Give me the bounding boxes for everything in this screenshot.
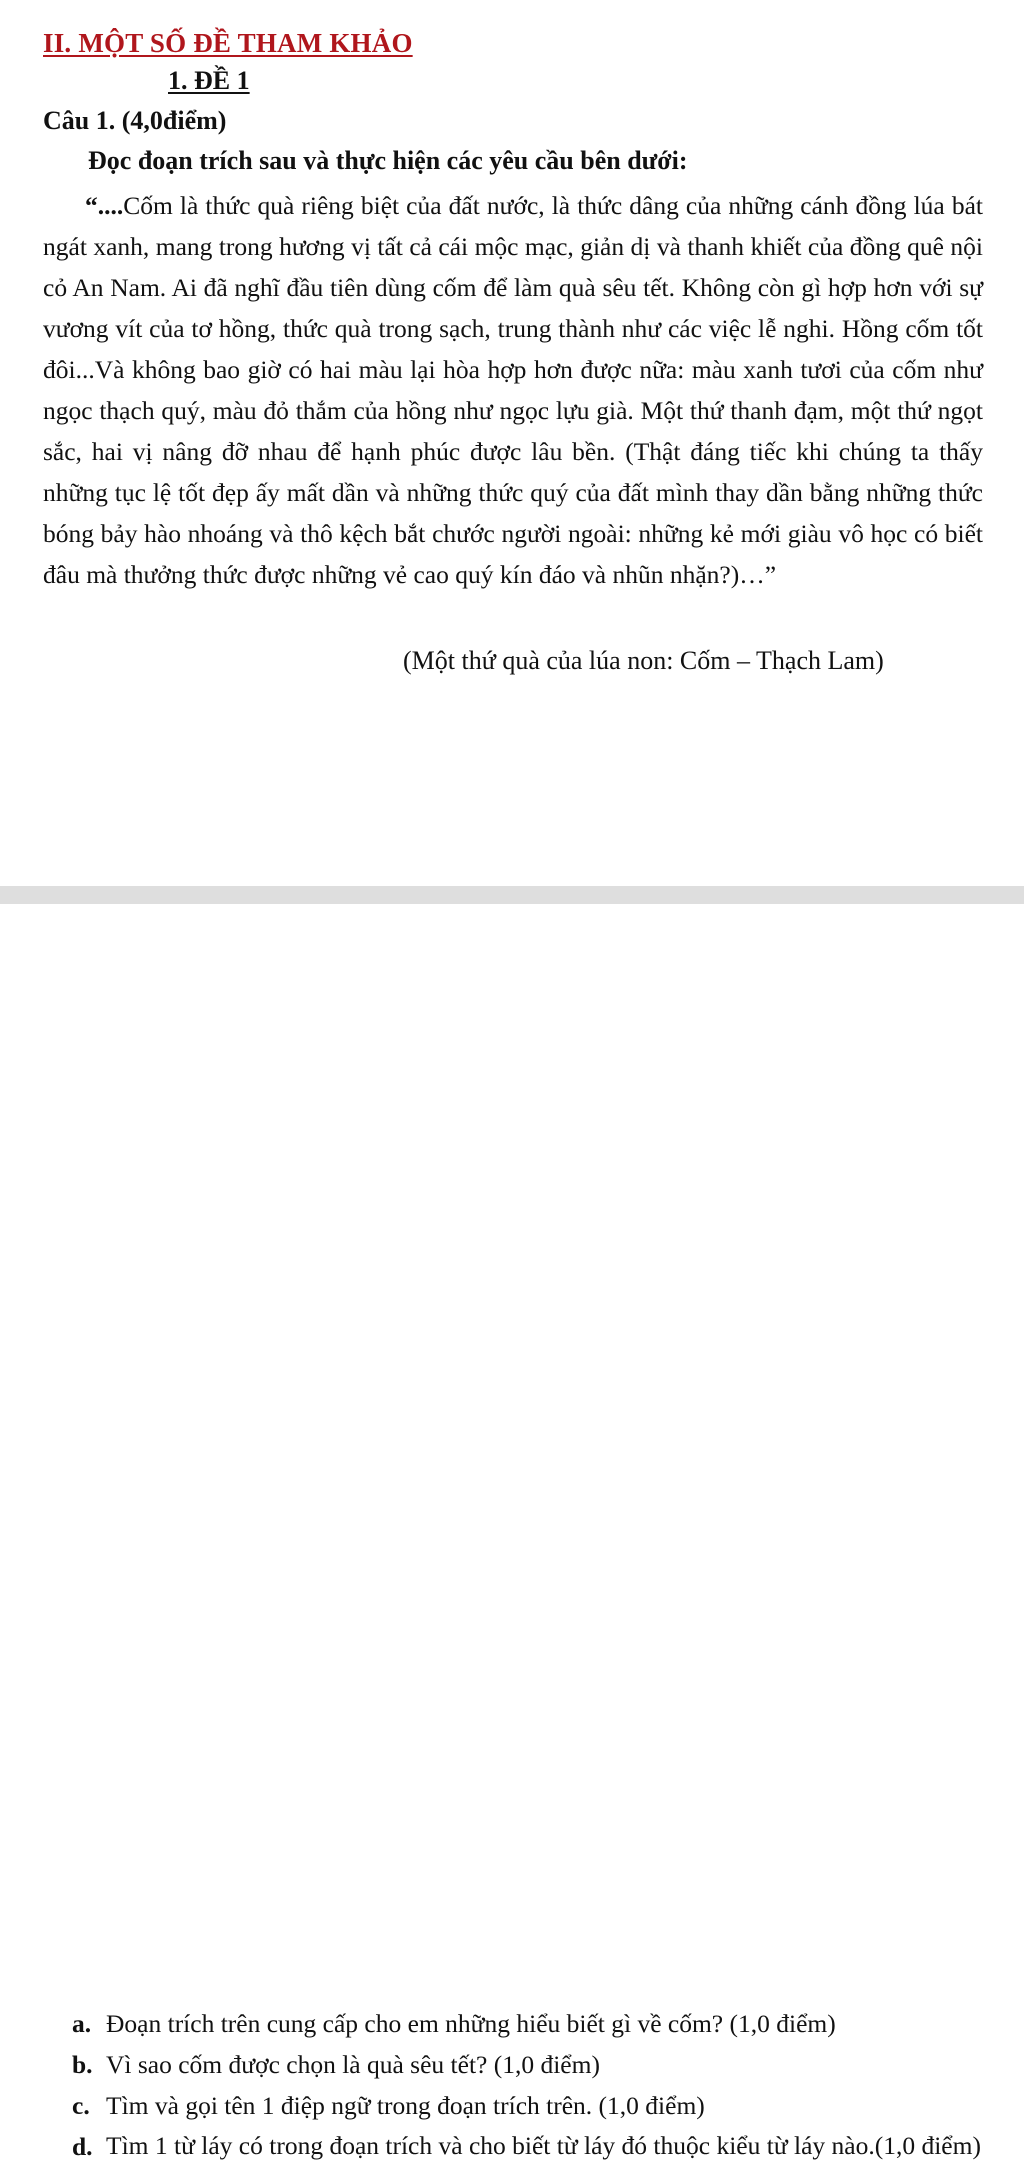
task-text: Tìm 1 từ láy có trong đoạn trích và cho biết từ láy đó thuộc kiểu từ láy nào.(1,0 điểm): [106, 2131, 981, 2160]
page-divider: [0, 886, 1024, 904]
task-text: Đoạn trích trên cung cấp cho em những hiểu biết gì về cốm? (1,0 điểm): [106, 2009, 836, 2038]
task-letter: c.: [72, 2091, 90, 2120]
section-heading: II. MỘT SỐ ĐỀ THAM KHẢO: [43, 28, 413, 58]
task-text: Tìm và gọi tên 1 điệp ngữ trong đoạn trích trên. (1,0 điểm): [106, 2091, 705, 2120]
task-letter: a.: [72, 2009, 92, 2038]
task-item-a: [72, 2003, 984, 2044]
exam-title: 1. ĐỀ 1: [168, 66, 250, 95]
passage-quote-open: “....: [85, 191, 124, 220]
task-text: Vì sao cốm được chọn là quà sêu tết? (1,0 điểm): [106, 2050, 600, 2079]
task-letter: b.: [72, 2050, 93, 2079]
task-item-c: [72, 2085, 984, 2126]
task-item-b: [72, 2044, 984, 2085]
task-item-d: [72, 2126, 984, 2167]
document-page-bottom: [0, 904, 1024, 2161]
task-list: [72, 2003, 984, 2167]
passage-excerpt: [43, 185, 983, 595]
passage-citation: (Một thứ quà của lúa non: Cốm – Thạch Lam): [403, 646, 884, 675]
question-title: Câu 1. (4,0điểm): [43, 106, 227, 135]
document-page-top: [0, 0, 1024, 886]
passage-body: Cốm là thức quà riêng biệt của đất nước, là thức dâng của những cánh đồng lúa bát ngát xanh, mang trong hương vị tất cả cái mộc mạc, giản dị và thanh khiết của đồng quê nội cỏ An Nam. Ai đã nghĩ đầu tiên dùng cốm để làm quà sêu tết. Không còn gì hợp hơn với sự vương vít của tơ hồng, thức quà trong sạch, trung thành như các việc lễ nghi. Hồng cốm tốt đôi...Và không bao giờ có hai màu lại hòa hợp hơn được nữa: màu xanh tươi của cốm như ngọc thạch quý, màu đỏ thắm của hồng như ngọc lựu già. Một thứ thanh đạm, một thứ ngọt sắc, hai vị nâng đỡ nhau để hạnh phúc được lâu bền. (Thật đáng tiếc khi chúng ta thấy những tục lệ tốt đẹp ấy mất dần và những thức quý của đất mình thay dần bằng những thức bóng bảy hào nhoáng và thô kệch bắt chước người ngoài: những kẻ mới giàu vô học có biết đâu mà thưởng thức được những vẻ cao quý kín đáo và nhũn nhặn?)…”: [43, 191, 983, 589]
task-letter: d.: [72, 2132, 93, 2161]
instruction-text: Đọc đoạn trích sau và thực hiện các yêu cầu bên dưới:: [88, 146, 688, 175]
